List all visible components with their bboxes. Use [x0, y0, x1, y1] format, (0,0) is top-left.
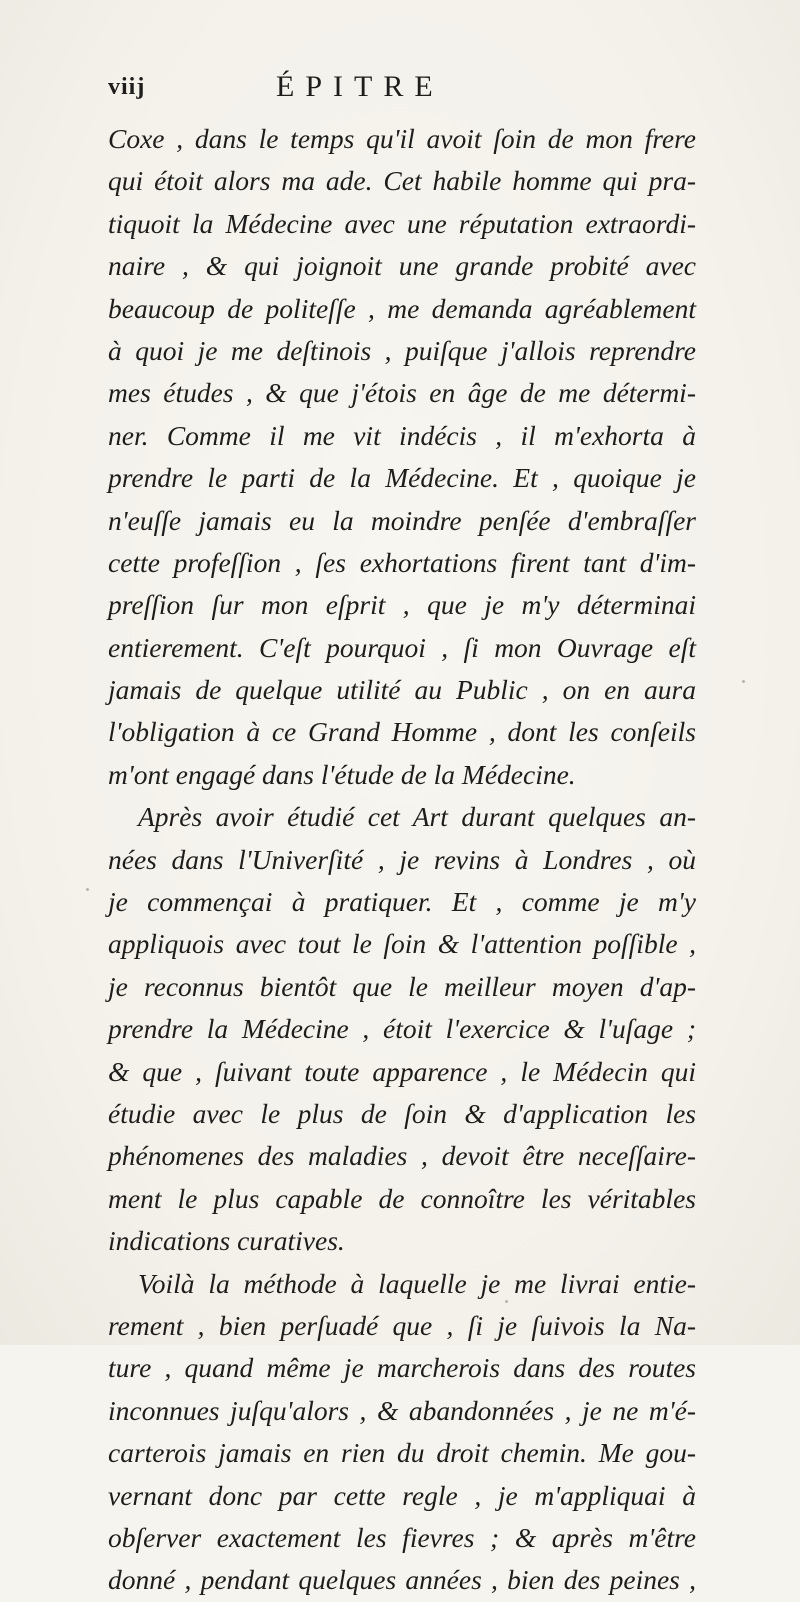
paper-speck: [742, 680, 745, 683]
text-line: l'obligation à ce Grand Homme , dont les conſeils: [108, 716, 696, 748]
text-line: Après avoir étudié cet Art durant quelques an-: [138, 801, 696, 833]
text-line: je reconnus bientôt que le meilleur moyen d'ap-: [108, 970, 696, 1002]
text-line: Coxe , dans le temps qu'il avoit ſoin de mon frere: [108, 123, 696, 154]
text-line: cette profeſſion , ſes exhortations firent tant d'im-: [108, 546, 696, 578]
text-line: je commençai à pratiquer. Et , comme je m'y: [108, 886, 696, 918]
paper-speck: [86, 888, 89, 891]
text-line: inconnues juſqu'alors , & abandonnées , je ne m'é-: [108, 1394, 696, 1426]
text-line: qui étoit alors ma ade. Cet habile homme qui pra-: [108, 165, 696, 197]
text-line: phénomenes des maladies , devoit être neceſſaire-: [108, 1140, 696, 1172]
text-line: jamais de quelque utilité au Public , on en aura: [108, 674, 696, 706]
text-line: entierement. C'eſt pourquoi , ſi mon Ouvrage eſt: [108, 631, 696, 663]
text-line: indications curatives.: [108, 1225, 345, 1257]
text-line: preſſion ſur mon eſprit , que je m'y déterminai: [108, 589, 696, 621]
text-line: vernant donc par cette regle , je m'appliquai à: [108, 1479, 696, 1511]
text-line: donné , pendant quelques années , bien des peines ,: [108, 1564, 696, 1596]
text-line: ture , quand même je marcherois dans des routes: [108, 1352, 696, 1384]
text-line: n'euſſe jamais eu la moindre penſée d'embraſſer: [108, 504, 696, 536]
page-number: viij: [108, 74, 146, 100]
text-line: tiquoit la Médecine avec une réputation extraordi-: [108, 207, 696, 239]
text-line: appliquois avec tout le ſoin & l'attention poſſible ,: [108, 928, 696, 960]
text-line: nées dans l'Univerſité , je revins à Londres , où: [108, 843, 696, 875]
text-line: naire , & qui joignoit une grande probité avec: [108, 250, 696, 282]
text-line: mes études , & que j'étois en âge de me détermi-: [108, 377, 696, 409]
body-text: [108, 118, 696, 1602]
text-line: obſerver exactement les fievres ; & après m'être: [108, 1521, 696, 1553]
text-line: & que , ſuivant toute apparence , le Médecin qui: [108, 1055, 696, 1087]
text-line: carterois jamais en rien du droit chemin. Me gou-: [108, 1437, 696, 1469]
text-line: ment le plus capable de connoître les véritables: [108, 1182, 696, 1214]
text-line: prendre la Médecine , étoit l'exercice & l'uſage ;: [108, 1013, 696, 1045]
page-header: [108, 70, 680, 110]
paper-speck: [505, 1300, 508, 1303]
text-line: ner. Comme il me vit indécis , il m'exhorta à: [108, 419, 696, 451]
text-line: beaucoup de politeſſe , me demanda agréablement: [108, 292, 696, 324]
text-line: étudie avec le plus de ſoin & d'application les: [108, 1097, 696, 1129]
text-line: à quoi je me deſtinois , puiſque j'allois reprendre: [108, 334, 696, 366]
text-line: rement , bien perſuadé que , ſi je ſuivois la Na-: [108, 1309, 696, 1341]
running-title: ÉPITRE: [276, 70, 444, 103]
text-line: m'ont engagé dans l'étude de la Médecine.: [108, 758, 576, 790]
text-line: prendre le parti de la Médecine. Et , quoique je: [108, 462, 696, 494]
text-line: Voilà la méthode à laquelle je me livrai entie-: [138, 1267, 696, 1299]
